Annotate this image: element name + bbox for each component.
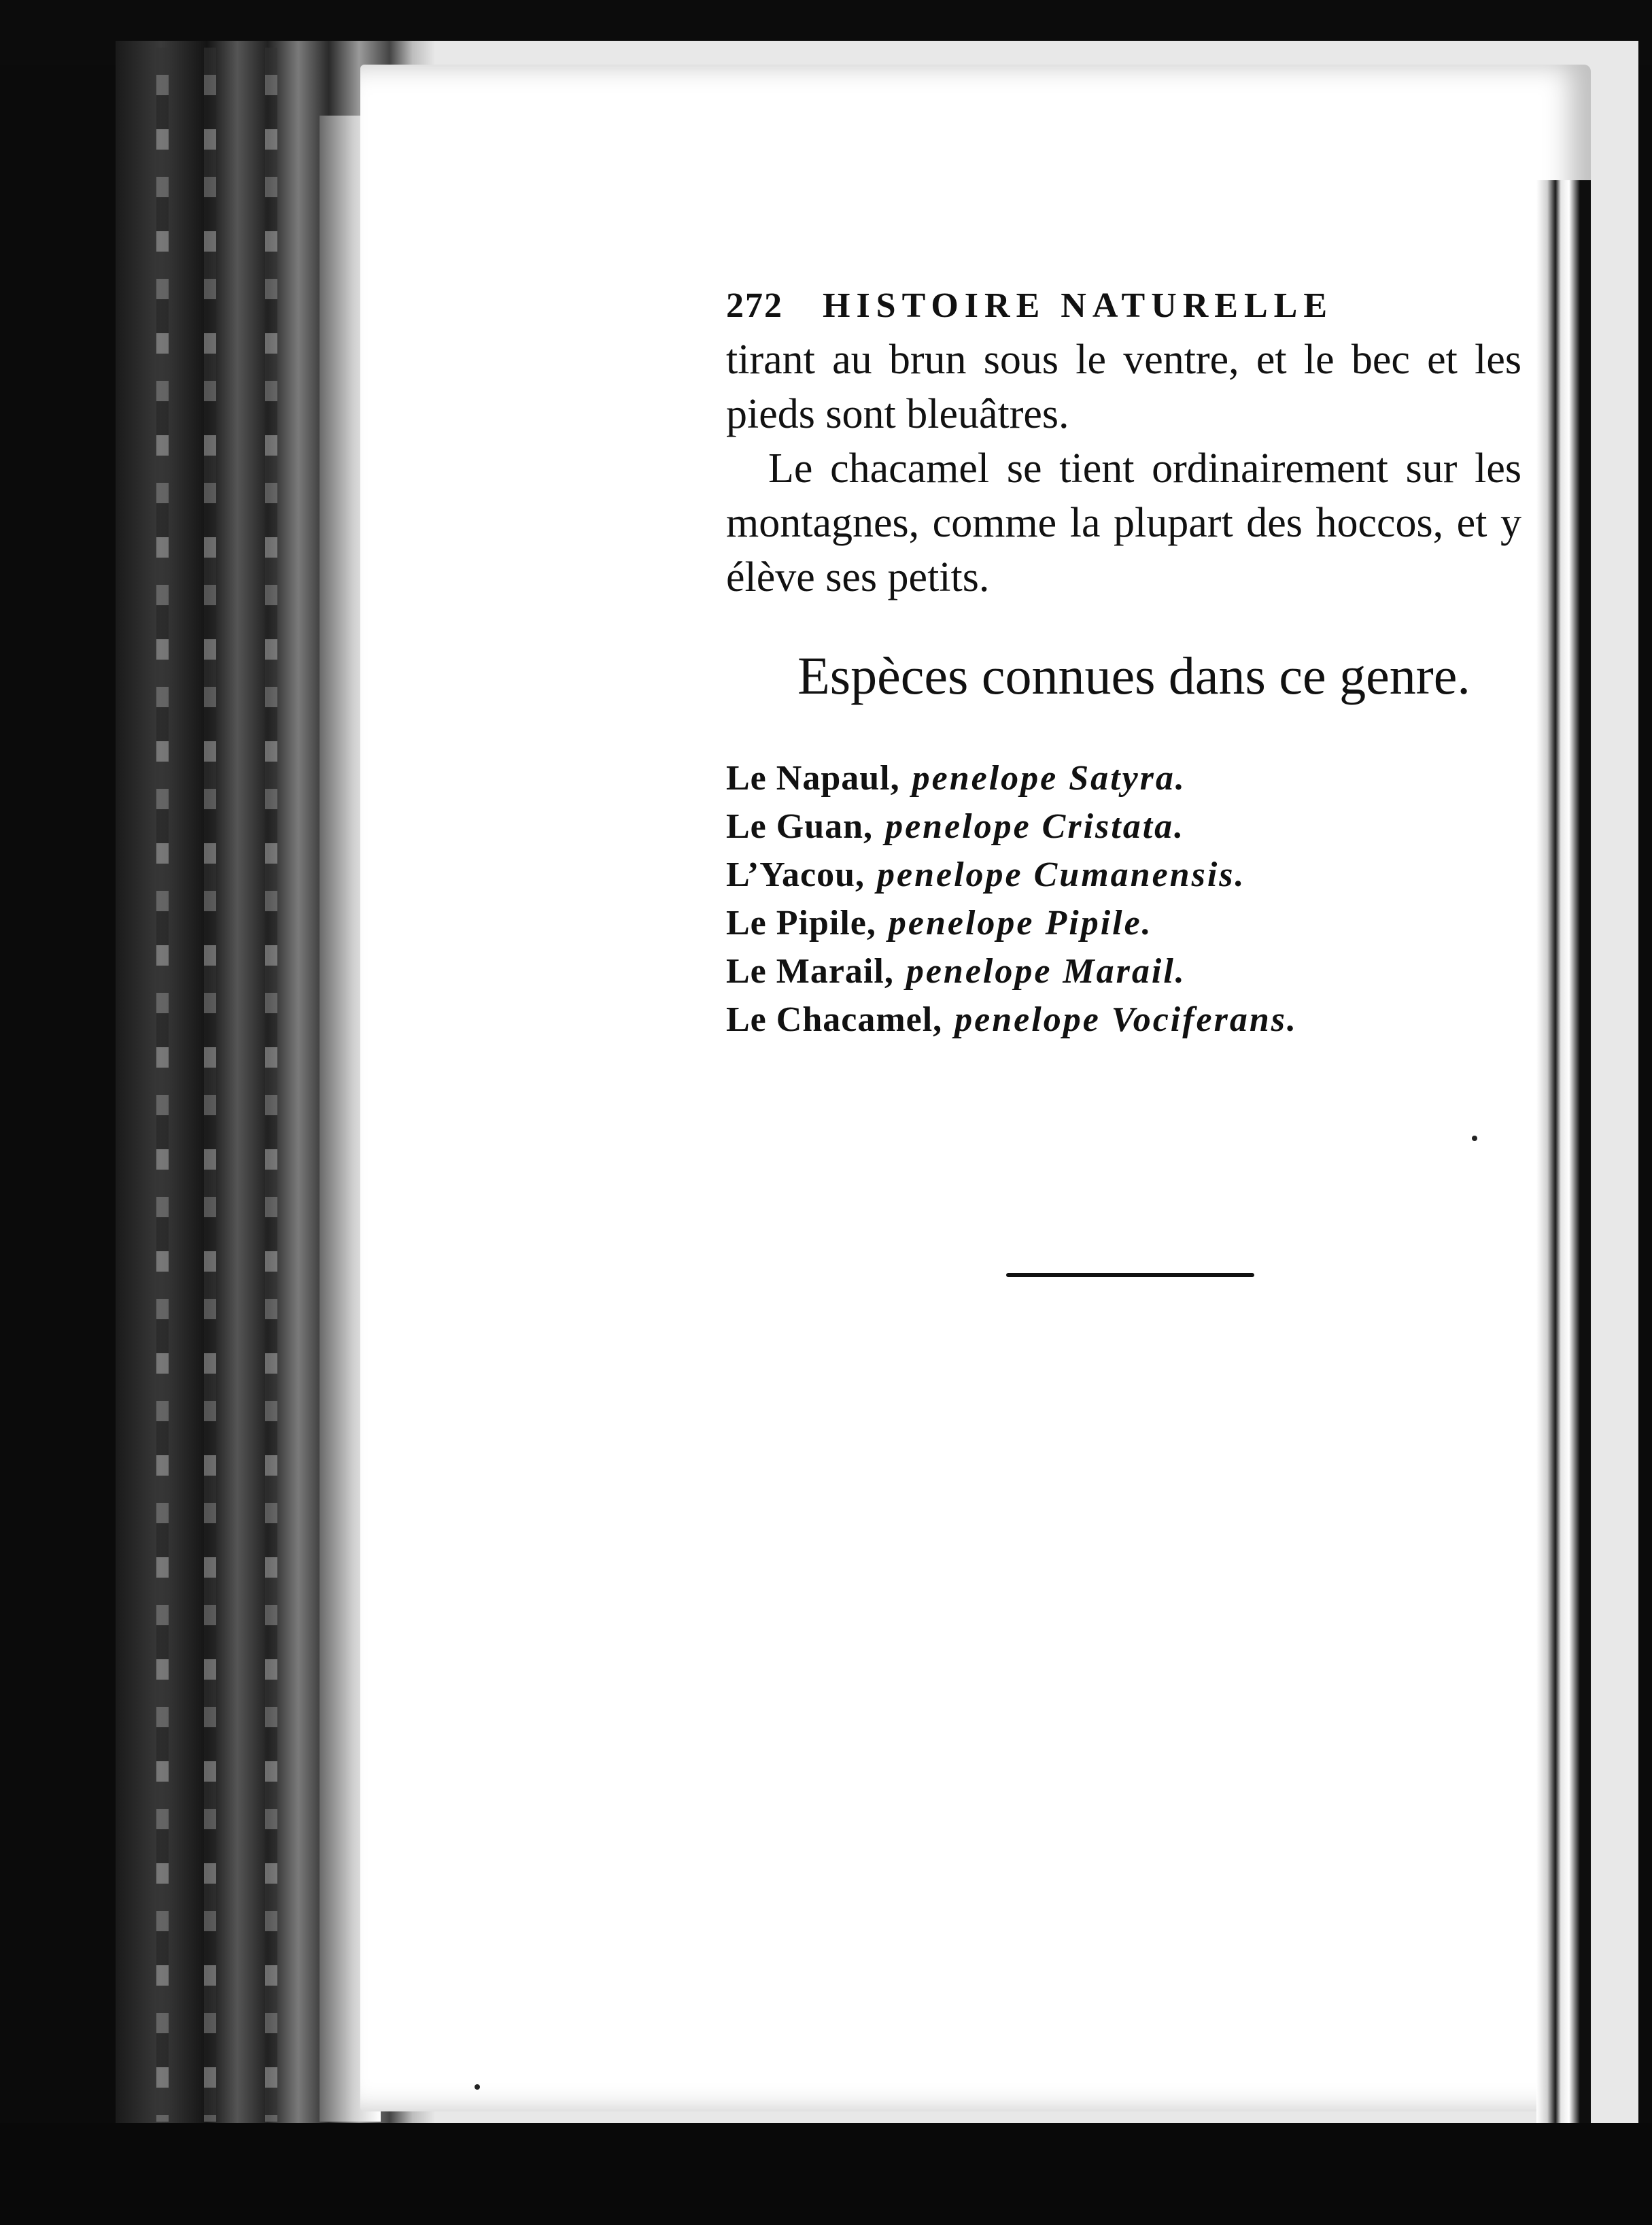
species-french-name: Le Pipile, <box>726 904 876 942</box>
species-latin-name: penelope Cumanensis. <box>877 855 1246 894</box>
species-item <box>726 802 1521 851</box>
species-french-name: Le Napaul, <box>726 759 900 798</box>
ink-speck <box>1472 1136 1477 1141</box>
species-item <box>726 996 1521 1044</box>
running-title: HISTOIRE NATURELLE <box>823 286 1334 325</box>
species-latin-name: penelope Marail. <box>906 952 1186 991</box>
end-rule <box>1006 1273 1254 1277</box>
running-head <box>726 286 1521 326</box>
species-french-name: Le Chacamel, <box>726 1000 943 1039</box>
ink-speck <box>475 2084 480 2090</box>
species-french-name: L’Yacou, <box>726 855 865 894</box>
paragraph: Le chacamel se tient ordinairement sur les montagnes, comme la plupart des hoccos, et y élève ses petits. <box>726 445 1521 600</box>
species-item <box>726 754 1521 802</box>
page-number: 272 <box>726 286 783 325</box>
species-item <box>726 947 1521 996</box>
species-french-name: Le Marail, <box>726 952 894 991</box>
species-latin-name: penelope Vociferans. <box>954 1000 1298 1039</box>
species-french-name: Le Guan, <box>726 807 874 846</box>
page-edge-strip <box>204 48 216 2122</box>
species-latin-name: penelope Satyra. <box>912 759 1186 798</box>
paragraph: tirant au brun sous le ventre, et le bec et les pieds sont bleuâtres. <box>726 337 1521 437</box>
species-latin-name: penelope Cristata. <box>885 807 1186 846</box>
section-heading: Espèces connues dans ce genre. <box>797 646 1470 705</box>
page-content <box>726 286 1521 1044</box>
page-edge-strip <box>265 48 277 2122</box>
species-list <box>726 754 1521 1044</box>
species-item <box>726 851 1521 899</box>
page-edge-strip <box>156 48 169 2122</box>
page-right-shadow <box>1536 180 1591 2207</box>
species-latin-name: penelope Pipile. <box>888 904 1153 942</box>
scan-bottom-border <box>0 2123 1652 2225</box>
species-item <box>726 899 1521 947</box>
